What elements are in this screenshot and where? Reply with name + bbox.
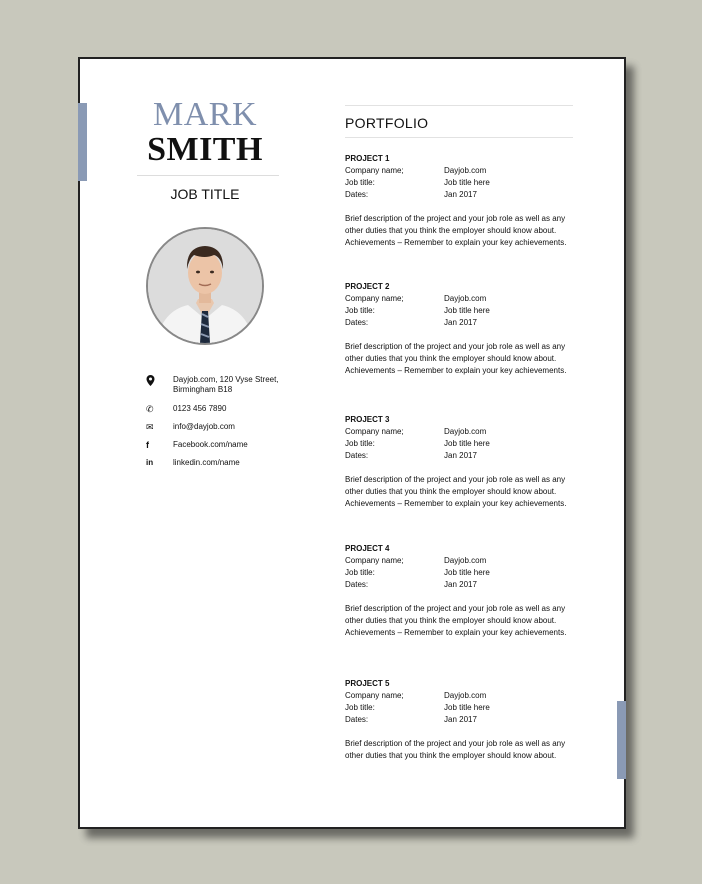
dates-value: Jan 2017 — [444, 580, 477, 589]
company-value: Dayjob.com — [444, 427, 487, 436]
company-label: Company name; — [345, 691, 404, 700]
contact-phone-text: 0123 456 7890 — [173, 404, 227, 413]
last-name: SMITH — [147, 131, 263, 168]
contact-address-line-1: Dayjob.com, 120 Vyse Street, — [173, 375, 279, 384]
job-value: Job title here — [444, 439, 490, 448]
contact-email-text: info@dayjob.com — [173, 422, 235, 431]
portfolio-bottom-rule — [345, 137, 573, 138]
project-2 — [345, 281, 573, 377]
project-title: PROJECT 1 — [345, 154, 390, 163]
company-label: Company name; — [345, 294, 404, 303]
job-label: Job title: — [345, 568, 375, 577]
job-value: Job title here — [444, 306, 490, 315]
project-title: PROJECT 2 — [345, 282, 390, 291]
resume-page — [78, 57, 626, 829]
dates-value: Jan 2017 — [444, 715, 477, 724]
facebook-icon: f — [146, 440, 149, 450]
project-title: PROJECT 5 — [345, 679, 390, 688]
dates-value: Jan 2017 — [444, 318, 477, 327]
job-value: Job title here — [444, 703, 490, 712]
contact-email — [146, 422, 296, 434]
linkedin-icon: in — [146, 458, 154, 467]
company-value: Dayjob.com — [444, 166, 487, 175]
contact-facebook-text: Facebook.com/name — [173, 440, 248, 449]
dates-label: Dates: — [345, 451, 369, 460]
contact-linkedin — [146, 458, 296, 470]
company-value: Dayjob.com — [444, 556, 487, 565]
project-description: Brief description of the project and your job role as well as any other duties that you think the employer should know about. — [345, 739, 566, 760]
company-label: Company name; — [345, 556, 404, 565]
company-value: Dayjob.com — [444, 294, 487, 303]
job-value: Job title here — [444, 178, 490, 187]
name-divider — [137, 175, 279, 176]
project-1 — [345, 153, 573, 249]
job-label: Job title: — [345, 439, 375, 448]
portfolio-section — [345, 105, 573, 760]
dates-value: Jan 2017 — [444, 190, 477, 199]
company-value: Dayjob.com — [444, 691, 487, 700]
project-title: PROJECT 4 — [345, 544, 390, 553]
company-label: Company name; — [345, 166, 404, 175]
job-label: Job title: — [345, 178, 375, 187]
profile-photo-illustration — [148, 229, 262, 343]
project-description: Brief description of the project and your job role as well as any other duties that you think the employer should know about. Achievements – Remember to explain your key achievements. — [345, 214, 567, 247]
mail-icon: ✉ — [146, 422, 154, 432]
project-3 — [345, 414, 573, 510]
job-label: Job title: — [345, 306, 375, 315]
company-label: Company name; — [345, 427, 404, 436]
project-description: Brief description of the project and your job role as well as any other duties that you think the employer should know about. Achievements – Remember to explain your key achievements. — [345, 475, 567, 508]
project-description: Brief description of the project and your job role as well as any other duties that you think the employer should know about. Achievements – Remember to explain your key achievements. — [345, 604, 567, 637]
phone-icon: ✆ — [146, 404, 154, 414]
profile-photo — [146, 227, 264, 345]
job-value: Job title here — [444, 568, 490, 577]
contact-phone — [146, 404, 296, 416]
project-title: PROJECT 3 — [345, 415, 390, 424]
contact-linkedin-text: linkedin.com/name — [173, 458, 240, 467]
portfolio-heading: PORTFOLIO — [345, 115, 429, 131]
job-title: JOB TITLE — [170, 186, 240, 202]
dates-value: Jan 2017 — [444, 451, 477, 460]
dates-label: Dates: — [345, 318, 369, 327]
project-5 — [345, 678, 573, 762]
dates-label: Dates: — [345, 580, 369, 589]
first-name: MARK — [152, 96, 258, 133]
map-pin-icon — [146, 375, 158, 388]
job-label: Job title: — [345, 703, 375, 712]
project-4 — [345, 543, 573, 639]
dates-label: Dates: — [345, 190, 369, 199]
dates-label: Dates: — [345, 715, 369, 724]
project-description: Brief description of the project and your job role as well as any other duties that you think the employer should know about. Achievements – Remember to explain your key achievements. — [345, 342, 567, 375]
contact-facebook — [146, 440, 296, 452]
contact-address — [146, 375, 296, 397]
contact-address-line-2: Birmingham B18 — [173, 385, 233, 394]
accent-bar-right — [617, 701, 626, 779]
